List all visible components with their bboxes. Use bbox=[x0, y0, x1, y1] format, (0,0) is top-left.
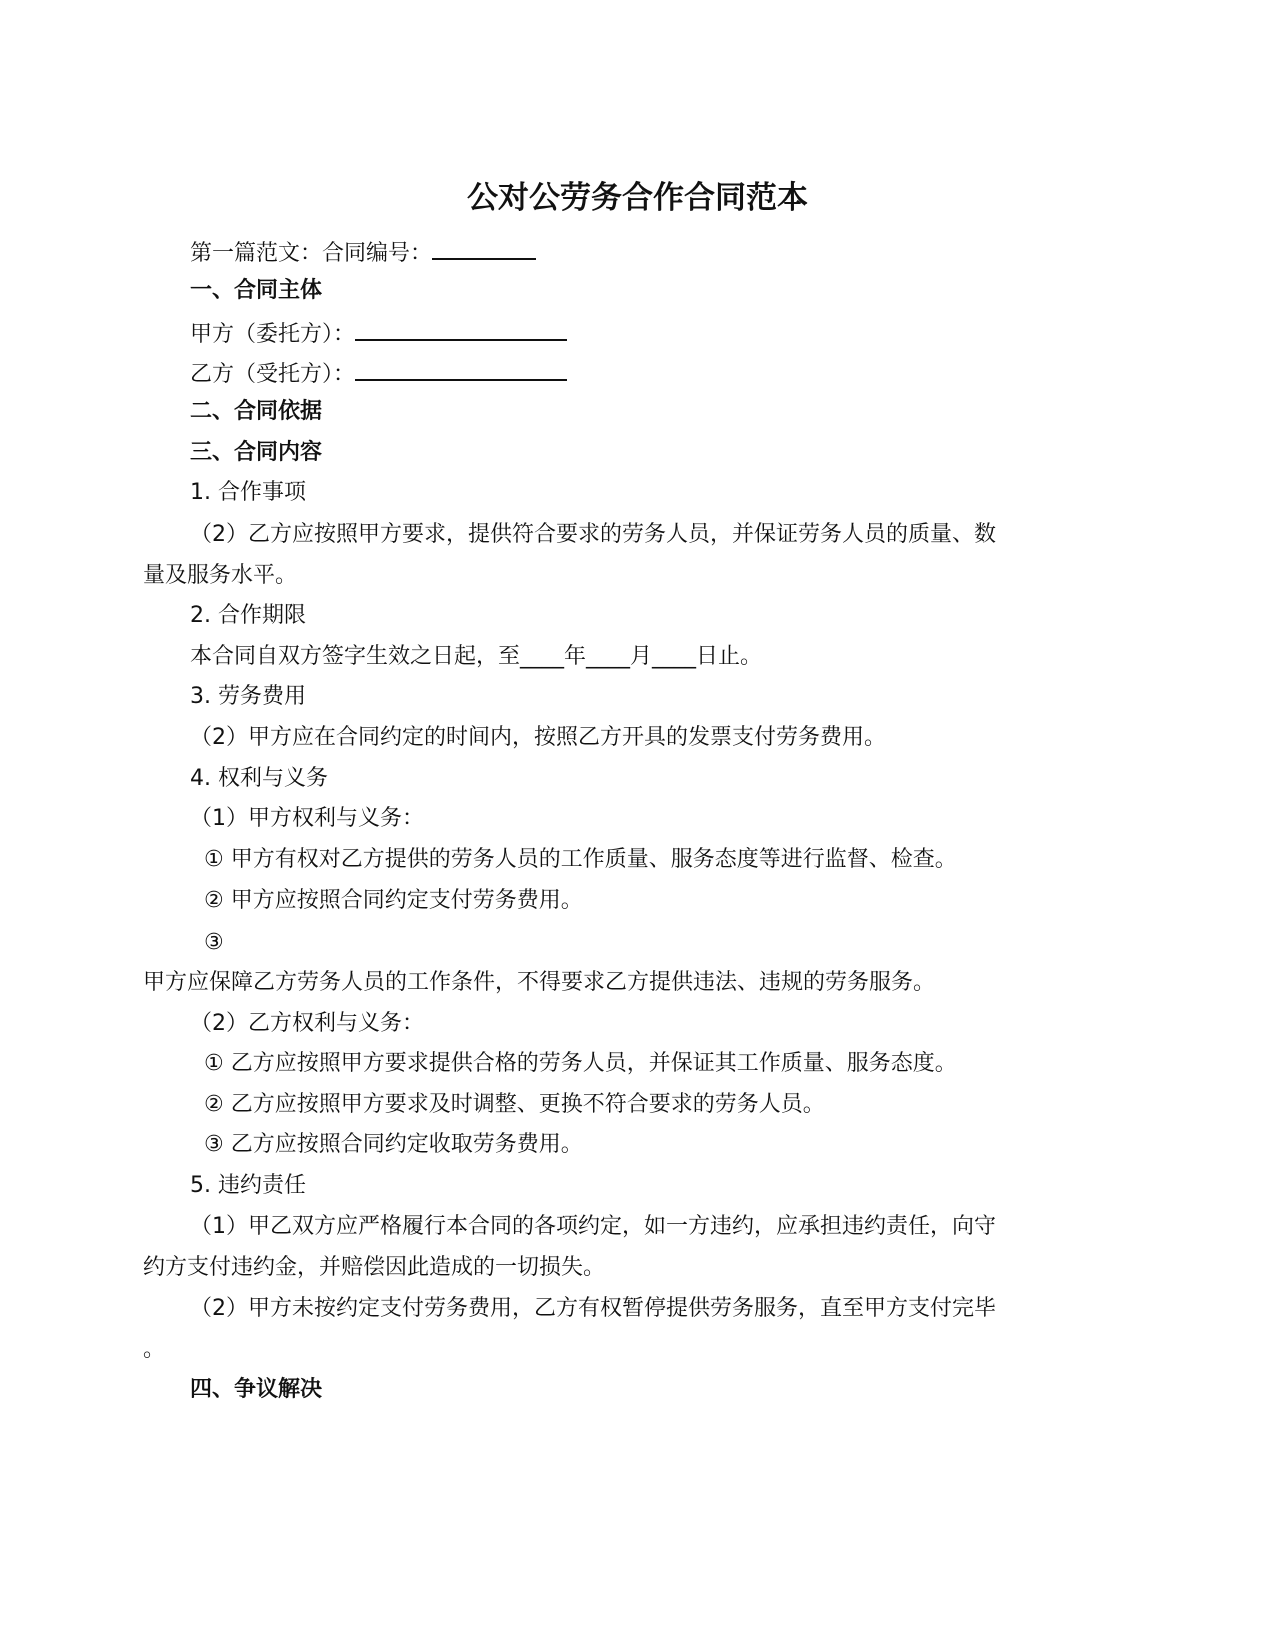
section-heading: 二、合同依据 bbox=[190, 399, 323, 424]
paragraph-line: 量及服务水平。 bbox=[143, 563, 298, 588]
party-b-line bbox=[190, 355, 567, 391]
list-item: ① 乙方应按照甲方要求提供合格的劳务人员，并保证其工作质量、服务态度。 bbox=[204, 1051, 957, 1076]
paragraph-line: （2）乙方应按照甲方要求，提供符合要求的劳务人员，并保证劳务人员的质量、数 bbox=[190, 522, 996, 547]
paragraph-line: 。 bbox=[143, 1337, 166, 1362]
contract-number-label: 第一篇范文：合同编号： bbox=[190, 241, 433, 266]
paragraph-line: （1）甲方权利与义务： bbox=[190, 806, 424, 831]
clause-heading: 3. 劳务费用 bbox=[190, 684, 306, 709]
clause-heading: 2. 合作期限 bbox=[190, 603, 306, 628]
list-item: ② 乙方应按照甲方要求及时调整、更换不符合要求的劳务人员。 bbox=[204, 1092, 825, 1117]
list-item: ③ bbox=[204, 930, 224, 955]
contract-number-line bbox=[190, 234, 536, 270]
paragraph-line: （1）甲乙双方应严格履行本合同的各项约定，如一方违约，应承担违约责任，向守 bbox=[190, 1214, 996, 1239]
contract-number-blank bbox=[432, 234, 536, 260]
paragraph-line: （2）甲方应在合同约定的时间内，按照乙方开具的发票支付劳务费用。 bbox=[190, 725, 886, 750]
paragraph-line: 甲方应保障乙方劳务人员的工作条件，不得要求乙方提供违法、违规的劳务服务。 bbox=[143, 970, 936, 995]
party-b-blank bbox=[355, 355, 567, 381]
clause-heading: 4. 权利与义务 bbox=[190, 766, 328, 791]
list-item: ① 甲方有权对乙方提供的劳务人员的工作质量、服务态度等进行监督、检查。 bbox=[204, 847, 957, 872]
section-heading: 四、争议解决 bbox=[190, 1377, 323, 1402]
party-b-label: 乙方（受托方）： bbox=[190, 362, 356, 387]
paragraph-line: 本合同自双方签字生效之日起，至____年____月____日止。 bbox=[190, 644, 763, 669]
section-heading: 三、合同内容 bbox=[190, 440, 323, 465]
section-heading: 一、合同主体 bbox=[190, 278, 323, 303]
party-a-line bbox=[190, 315, 567, 351]
party-a-blank bbox=[355, 315, 567, 341]
clause-heading: 5. 违约责任 bbox=[190, 1173, 306, 1198]
clause-heading: 1. 合作事项 bbox=[190, 480, 306, 505]
paragraph-line: （2）乙方权利与义务： bbox=[190, 1011, 424, 1036]
document-title: 公对公劳务合作合同范本 bbox=[467, 180, 808, 216]
list-item: ③ 乙方应按照合同约定收取劳务费用。 bbox=[204, 1132, 583, 1157]
list-item: ② 甲方应按照合同约定支付劳务费用。 bbox=[204, 888, 583, 913]
paragraph-line: （2）甲方未按约定支付劳务费用，乙方有权暂停提供劳务服务，直至甲方支付完毕 bbox=[190, 1296, 996, 1321]
party-a-label: 甲方（委托方）： bbox=[190, 322, 356, 347]
paragraph-line: 约方支付违约金，并赔偿因此造成的一切损失。 bbox=[143, 1255, 606, 1280]
